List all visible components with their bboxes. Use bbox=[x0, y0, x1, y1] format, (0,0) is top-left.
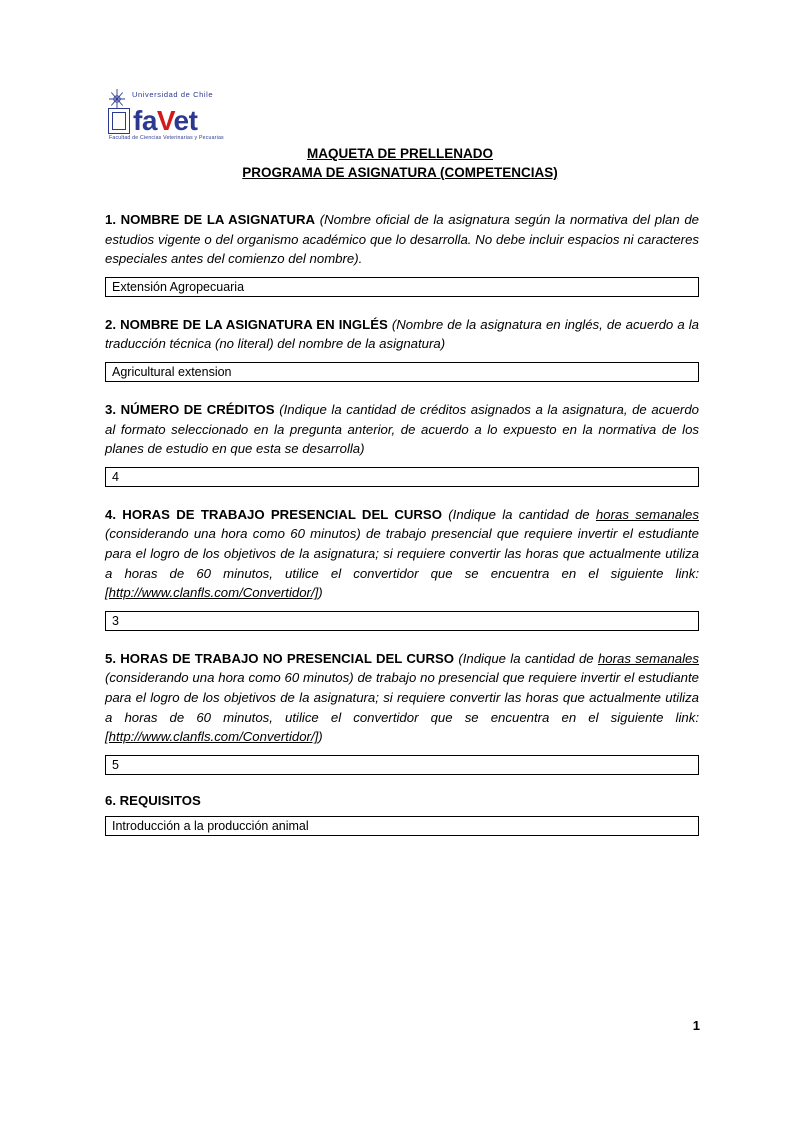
field-requisitos-value: Introducción a la producción animal bbox=[112, 818, 309, 833]
section-3-heading: 3. NÚMERO DE CRÉDITOS bbox=[105, 401, 275, 417]
logo-wordmark-row bbox=[108, 105, 288, 136]
section-5-text bbox=[105, 649, 699, 747]
section-4-hint-b: (considerando una hora como 60 minutos) de trabajo presencial que requiere invertir el estudiante para el logro de los objetivos de la asignatura; si requiere convertir las horas que actualmente utiliza a horas de 60 minutos, utilice el convertidor que se encuentra en el siguiente link: bbox=[105, 526, 699, 581]
star-icon bbox=[108, 88, 126, 110]
field-nombre-asignatura[interactable] bbox=[105, 277, 699, 297]
field-horas-presencial[interactable] bbox=[105, 611, 699, 631]
section-5-heading: 5. HORAS DE TRABAJO NO PRESENCIAL DEL CURSO bbox=[105, 650, 455, 666]
section-6-heading: 6. REQUISITOS bbox=[105, 792, 201, 808]
form-content bbox=[105, 210, 699, 854]
section-5-hint-b: (considerando una hora como 60 minutos) de trabajo no presencial que requiere invertir el estudiante para el logro de los objetivos de la asignatura; si requiere convertir las horas que actualmente utiliza a horas de 60 minutos, utilice el convertidor que se encuentra en el siguiente link: bbox=[105, 670, 699, 725]
logo-faculty-text: Facultad de Ciencias Veterinarias y Pecuarias bbox=[109, 135, 224, 141]
page-title-line1: MAQUETA DE PRELLENADO bbox=[306, 146, 493, 161]
field-requisitos[interactable] bbox=[105, 816, 699, 836]
logo-word-v: V bbox=[156, 105, 174, 136]
section-3-hint: (Indique la cantidad de créditos asignados a la asignatura, de acuerdo al formato seleccionado en la pregunta anterior, de acuerdo a lo expuesto en la normativa de los planes de estudio en que esta se desarrolla) bbox=[105, 401, 699, 457]
section-5-hint-underline: horas semanales bbox=[597, 650, 699, 666]
section-5-hint-c: ) bbox=[318, 729, 323, 745]
section-4-hint-a: (Indique la cantidad de bbox=[448, 506, 596, 522]
logo-wordmark bbox=[133, 105, 198, 136]
field-nombre-ingles[interactable] bbox=[105, 362, 699, 382]
section-2-heading: 2. NOMBRE DE LA ASIGNATURA EN INGLÉS bbox=[105, 316, 388, 332]
field-numero-creditos[interactable] bbox=[105, 467, 699, 487]
field-nombre-ingles-value: Agricultural extension bbox=[112, 364, 232, 379]
logo-word-part1: fa bbox=[133, 105, 157, 136]
field-horas-no-presencial[interactable] bbox=[105, 755, 699, 775]
section-1-hint: (Nombre oficial de la asignatura según la normativa del plan de estudios vigente o del organismo académico que lo desarrolla. No debe incluir espacios ni caracteres especiales antes del comienzo del nombre). bbox=[105, 212, 699, 267]
section-4-hint-c: ) bbox=[318, 585, 323, 601]
field-horas-no-presencial-value: 5 bbox=[112, 757, 119, 772]
convertidor-link-5[interactable]: [http://www.clanfls.com/Convertidor/] bbox=[105, 729, 319, 745]
crest-icon bbox=[108, 108, 130, 134]
section-4-text bbox=[105, 505, 699, 603]
page-title-line2: PROGRAMA DE ASIGNATURA (COMPETENCIAS) bbox=[242, 165, 558, 180]
section-1-heading: 1. NOMBRE DE LA ASIGNATURA bbox=[105, 212, 316, 227]
field-horas-presencial-value: 3 bbox=[112, 613, 119, 628]
section-requisitos bbox=[105, 793, 699, 836]
section-horas-presencial bbox=[105, 505, 699, 631]
favet-logo bbox=[108, 88, 288, 141]
section-nombre-ingles bbox=[105, 315, 699, 382]
section-horas-no-presencial bbox=[105, 649, 699, 775]
page-title bbox=[100, 144, 700, 182]
section-2-text bbox=[105, 315, 699, 354]
logo-university-text: Universidad de Chile bbox=[132, 90, 214, 99]
field-nombre-asignatura-value: Extensión Agropecuaria bbox=[112, 279, 245, 294]
section-nombre-asignatura bbox=[105, 210, 699, 297]
field-numero-creditos-value: 4 bbox=[112, 469, 119, 484]
convertidor-link-4[interactable]: [http://www.clanfls.com/Convertidor/] bbox=[105, 585, 319, 601]
page-number: 1 bbox=[692, 1018, 700, 1033]
logo-word-part2: et bbox=[173, 105, 198, 136]
section-4-heading: 4. HORAS DE TRABAJO PRESENCIAL DEL CURSO bbox=[105, 506, 442, 522]
section-2-hint: (Nombre de la asignatura en inglés, de acuerdo a la traducción técnica (no literal) del nombre de la asignatura) bbox=[105, 316, 700, 352]
section-numero-creditos bbox=[105, 400, 699, 487]
section-1-text bbox=[105, 210, 699, 269]
section-4-hint-underline: horas semanales bbox=[595, 506, 699, 522]
section-3-text bbox=[105, 400, 699, 459]
section-5-hint-a: (Indique la cantidad de bbox=[458, 650, 598, 666]
